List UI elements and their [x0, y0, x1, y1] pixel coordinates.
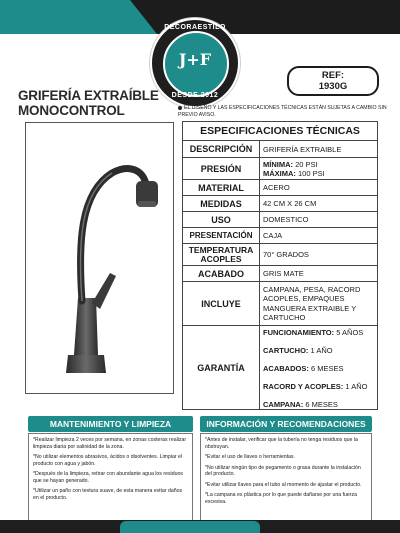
spec-value-material: ACERO: [260, 180, 378, 196]
info-body: [200, 433, 372, 525]
maintenance-title: MANTENIMIENTO Y LIMPIEZA: [28, 416, 193, 432]
spec-value-temperatura: 70° GRADOS: [260, 244, 378, 266]
garantia-key: CAMPANA:: [263, 400, 304, 409]
spec-label-garantia: GARANTÍA: [183, 326, 260, 410]
maintenance-item: *Utilizar un paño con textura suave, de esta manera evitar daños en el producto.: [33, 488, 183, 501]
logo-mark: J+F: [178, 50, 212, 69]
spec-value-descripcion: GRIFERÍA EXTRAIBLE: [260, 141, 378, 158]
spec-value-garantia: [260, 326, 378, 410]
reference-code: 1930G: [318, 81, 348, 92]
info-title: INFORMACIÓN Y RECOMENDACIONES: [200, 416, 372, 432]
maintenance-item: *No utilizar elementos abrasivos, ácidos o disolventes. Limpiar el producto con agua y jabón.: [33, 454, 183, 467]
garantia-key: CARTUCHO:: [263, 346, 309, 355]
logo-top-text: DECORAESTILO: [164, 24, 226, 31]
garantia-key: FUNCIONAMIENTO:: [263, 328, 335, 337]
info-item: *La campana es plástica por lo que puede dañarse por una fuerza excesiva.: [205, 492, 357, 505]
spec-label-descripcion: DESCRIPCIÓN: [183, 141, 260, 158]
faucet-image: [26, 123, 173, 393]
spec-table-header: ESPECIFICACIONES TÉCNICAS: [183, 122, 378, 141]
spec-label-incluye: INCLUYE: [183, 282, 260, 326]
spec-value-acabado: GRIS MATE: [260, 266, 378, 282]
product-image-frame: [25, 122, 174, 394]
garantia-value: 1 AÑO: [345, 382, 368, 391]
reference-label: REF:: [321, 70, 345, 81]
bullet-icon: [178, 106, 182, 110]
temperatura-label-1: TEMPERATURA: [188, 244, 254, 255]
spec-table: [182, 121, 378, 410]
garantia-value: 1 AÑO: [310, 346, 333, 355]
garantia-key: ACABADOS:: [263, 364, 309, 373]
disclaimer-text: EL DISEÑO Y LAS ESPECIFICACIONES TÉCNICAS ESTÁN SUJETAS A CAMBIO SIN PREVIO AVISO.: [178, 105, 387, 118]
info-item: *Evitar el uso de llaves o herramientas.: [205, 454, 295, 460]
presion-min-label: MÍNIMA:: [263, 159, 293, 169]
maintenance-item: *Realizar limpieza 2 veces por semana, en zonas costeras realizar limpieza diaria por salinidad de la zona.: [33, 437, 187, 450]
info-item: *Evitar utilizar llaves para el tubo al momento de ajustar el producto.: [205, 481, 362, 488]
info-item: *Antes de instalar, verificar que la tubería no tenga residuos que la obstruyan.: [205, 437, 358, 450]
maintenance-panel: [28, 416, 193, 525]
spec-value-presion: [260, 158, 378, 180]
garantia-value: 5 AÑOS: [336, 328, 364, 337]
spec-value-incluye: CAMPANA, PESA, RACORD ACOPLES, EMPAQUES MANGUERA EXTRAIBLE Y CARTUCHO: [260, 282, 378, 326]
info-panel: [200, 416, 372, 525]
spec-label-presion: PRESIÓN: [183, 158, 260, 180]
reference-box: [287, 66, 379, 96]
spec-label-uso: USO: [183, 212, 260, 228]
presion-max-label: MÁXIMA:: [263, 168, 296, 178]
garantia-value: 6 MESES: [305, 400, 338, 409]
presion-max-value: 100 PSI: [298, 168, 325, 178]
presion-min-value: 20 PSI: [295, 159, 318, 169]
maintenance-body: [28, 433, 193, 525]
spec-value-medidas: 42 CM X 26 CM: [260, 196, 378, 212]
spec-label-temperatura: [183, 244, 260, 266]
garantia-key: RACORD Y ACOPLES:: [263, 382, 344, 391]
spec-label-material: MATERIAL: [183, 180, 260, 196]
spec-value-uso: DOMESTICO: [260, 212, 378, 228]
spec-label-acabado: ACABADO: [183, 266, 260, 282]
product-title: [18, 88, 159, 118]
disclaimer-note: [178, 105, 388, 118]
logo-bottom-text: DESDE 2012: [171, 92, 219, 99]
maintenance-item: *Después de la limpieza, retirar con abundante agua los residuos que se hayan generado.: [33, 471, 183, 484]
bottom-accent: [120, 521, 260, 533]
title-line-2: MONOCONTROL: [18, 103, 125, 118]
garantia-value: 6 MESES: [310, 364, 344, 373]
info-item: *No utilizar ningún tipo de pegamento o grasa durante la instalación del producto.: [205, 464, 361, 477]
temperatura-label-2: ACOPLES: [200, 253, 242, 264]
spec-label-presentacion: PRESENTACIÓN: [183, 228, 260, 244]
spec-value-presentacion: CAJA: [260, 228, 378, 244]
title-line-1: GRIFERÍA EXTRAÍBLE: [18, 88, 159, 103]
spec-label-medidas: MEDIDAS: [183, 196, 260, 212]
